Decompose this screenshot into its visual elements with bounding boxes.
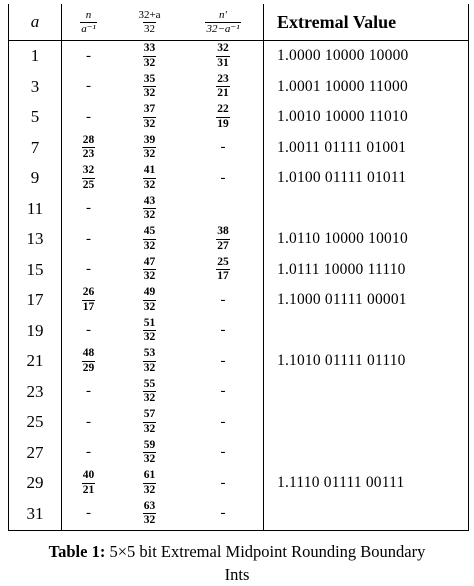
cell-extremal-value: [263, 377, 468, 408]
header-extremal-value: Extremal Value: [277, 11, 397, 32]
cell-extremal-value: 1.0011 01111 01001: [277, 138, 407, 156]
fraction-denominator: 31: [217, 56, 229, 69]
cell-n-prime: -: [220, 444, 226, 461]
cell-a: 21: [26, 351, 44, 371]
header-c3-den: 32−a⁻¹: [206, 22, 240, 35]
table-row: [9, 255, 468, 286]
fraction-denominator: 32: [143, 270, 156, 283]
fraction-numerator: 55: [143, 377, 156, 390]
cell-32-plus-a: [116, 499, 183, 530]
cell-n-over-a-inv: [61, 285, 116, 316]
cell-n-prime: [183, 194, 263, 225]
table-row: [9, 407, 468, 438]
fraction-denominator: 32: [143, 422, 156, 435]
header-c1-num: n: [85, 8, 92, 21]
fraction-numerator: 53: [143, 347, 156, 360]
header-n-over-a-inv: [61, 4, 116, 40]
cell-n-over-a-inv: [61, 163, 116, 194]
cell-n-over-a-inv: -: [86, 383, 91, 400]
cell-n-prime: -: [220, 413, 226, 430]
fraction-denominator: 19: [217, 117, 229, 130]
cell-a: 29: [26, 473, 44, 493]
cell-32-plus-a: [116, 224, 183, 255]
table-caption: [0, 540, 474, 586]
cell-extremal-value: [263, 438, 468, 469]
cell-extremal-value: [263, 316, 468, 347]
cell-n-prime: -: [220, 322, 226, 339]
cell-n-over-a-inv: -: [86, 261, 91, 278]
cell-n-over-a-inv: -: [86, 108, 91, 125]
header-32-plus-a: [116, 4, 183, 40]
fraction-denominator: 32: [143, 178, 156, 191]
table-row: [9, 41, 468, 72]
fraction-numerator: 49: [143, 286, 156, 299]
cell-extremal-value: 1.0001 10000 11000: [277, 77, 408, 95]
fraction-denominator: 32: [143, 331, 156, 344]
cell-extremal-value: 1.0000 10000 10000: [277, 47, 409, 65]
cell-32-plus-a: [116, 133, 183, 164]
cell-extremal-value: 1.1000 01111 00001: [277, 291, 407, 309]
table-row: [9, 468, 468, 499]
cell-extremal-value: 1.1110 01111 00111: [277, 474, 405, 492]
fraction-denominator: 32: [143, 361, 156, 374]
fraction-denominator: 25: [82, 178, 95, 191]
cell-a: 9: [30, 168, 40, 188]
cell-32-plus-a: [116, 72, 183, 103]
cell-extremal-value: 1.1010 01111 01110: [277, 352, 406, 370]
cell-extremal-value: [263, 407, 468, 438]
cell-n-over-a-inv: -: [86, 230, 91, 247]
table-row: [9, 133, 468, 164]
cell-a: 7: [30, 137, 40, 157]
cell-n-prime: -: [220, 352, 226, 369]
cell-a: 3: [30, 76, 40, 96]
cell-n-prime: -: [220, 383, 226, 400]
cell-n-prime: -: [220, 505, 226, 522]
cell-extremal-value: 1.0110 10000 10010: [277, 230, 408, 248]
cell-a: 31: [26, 503, 44, 523]
cell-n-over-a-inv: -: [86, 505, 91, 522]
cell-32-plus-a: [116, 407, 183, 438]
cell-32-plus-a: [116, 255, 183, 286]
cell-32-plus-a: [116, 377, 183, 408]
fraction-denominator: 32: [143, 392, 156, 405]
header-n-prime: [183, 4, 263, 40]
table-row: [9, 72, 468, 103]
caption-text-line1: 5×5 bit Extremal Midpoint Rounding Boundary: [105, 542, 426, 561]
table-row: [9, 194, 468, 225]
cell-n-prime: -: [220, 169, 226, 186]
cell-n-over-a-inv: [61, 346, 116, 377]
fraction-numerator: 25: [217, 255, 229, 268]
fraction-denominator: 32: [143, 453, 156, 466]
fraction-numerator: 26: [82, 286, 95, 299]
cell-a: 19: [26, 320, 44, 340]
fraction-numerator: 35: [143, 72, 156, 85]
cell-a: 17: [26, 290, 44, 310]
fraction-numerator: 28: [82, 133, 95, 146]
cell-32-plus-a: [116, 285, 183, 316]
header-c3-num: n′: [219, 8, 227, 21]
table-row: [9, 163, 468, 194]
fraction-denominator: 32: [143, 483, 156, 496]
fraction-denominator: 21: [82, 483, 95, 496]
cell-n-prime: [183, 255, 263, 286]
cell-n-over-a-inv: -: [86, 47, 91, 64]
cell-a: 23: [26, 381, 44, 401]
cell-a: 13: [26, 229, 44, 249]
table-row: [9, 316, 468, 347]
cell-extremal-value: [263, 499, 468, 530]
fraction-denominator: 32: [143, 117, 156, 130]
fraction-numerator: 61: [143, 469, 156, 482]
fraction-denominator: 17: [217, 270, 229, 283]
extremal-value-table: [8, 4, 469, 531]
caption-label: Table 1:: [48, 542, 106, 561]
fraction-numerator: 51: [143, 316, 156, 329]
cell-n-prime: [183, 102, 263, 133]
cell-n-over-a-inv: [61, 468, 116, 499]
table-row: [9, 224, 468, 255]
cell-32-plus-a: [116, 316, 183, 347]
fraction-denominator: 17: [82, 300, 95, 313]
cell-n-prime: [183, 224, 263, 255]
fraction-numerator: 47: [143, 255, 156, 268]
cell-a: 27: [26, 442, 44, 462]
header-a: a: [30, 12, 40, 31]
header-c2-num: 32+a: [138, 8, 161, 21]
cell-n-prime: [183, 72, 263, 103]
cell-a: 25: [26, 412, 44, 432]
fraction-numerator: 23: [217, 72, 229, 85]
cell-n-over-a-inv: -: [86, 444, 91, 461]
fraction-numerator: 57: [143, 408, 156, 421]
cell-n-prime: [183, 41, 263, 72]
cell-extremal-value: 1.0100 01111 01011: [277, 169, 407, 187]
cell-32-plus-a: [116, 468, 183, 499]
fraction-denominator: 27: [217, 239, 229, 252]
fraction-denominator: 32: [143, 209, 156, 222]
table-row: [9, 346, 468, 377]
fraction-numerator: 37: [143, 103, 156, 116]
table-row: [9, 377, 468, 408]
header-c2-den: 32: [144, 22, 155, 35]
cell-a: 5: [30, 107, 40, 127]
fraction-numerator: 43: [143, 194, 156, 207]
fraction-numerator: 41: [143, 164, 156, 177]
fraction-numerator: 59: [143, 438, 156, 451]
fraction-numerator: 22: [217, 103, 229, 116]
fraction-numerator: 48: [82, 347, 95, 360]
fraction-numerator: 39: [143, 133, 156, 146]
fraction-denominator: 32: [143, 148, 156, 161]
cell-32-plus-a: [116, 346, 183, 377]
table-row: [9, 438, 468, 469]
cell-n-over-a-inv: [61, 133, 116, 164]
cell-a: 11: [26, 198, 44, 218]
cell-n-over-a-inv: -: [86, 413, 91, 430]
fraction-denominator: 32: [143, 56, 156, 69]
table-row: [9, 102, 468, 133]
fraction-numerator: 40: [82, 469, 95, 482]
table-row: [9, 285, 468, 316]
fraction-numerator: 33: [143, 42, 156, 55]
table-row: [9, 499, 468, 530]
cell-32-plus-a: [116, 41, 183, 72]
cell-n-prime: -: [220, 139, 226, 156]
fraction-numerator: 63: [143, 499, 156, 512]
cell-32-plus-a: [116, 102, 183, 133]
cell-n-prime: -: [220, 474, 226, 491]
caption-text-line2: Ints: [224, 565, 250, 584]
header-c1-den: a⁻¹: [81, 22, 96, 35]
fraction-denominator: 29: [82, 361, 95, 374]
fraction-denominator: 32: [143, 514, 156, 527]
cell-extremal-value: 1.0111 10000 11110: [277, 260, 406, 278]
fraction-numerator: 32: [82, 164, 95, 177]
cell-32-plus-a: [116, 163, 183, 194]
cell-extremal-value: 1.0010 10000 11010: [277, 108, 408, 126]
fraction-numerator: 32: [217, 42, 229, 55]
fraction-numerator: 45: [143, 225, 156, 238]
cell-n-over-a-inv: -: [86, 322, 91, 339]
cell-32-plus-a: [116, 194, 183, 225]
fraction-denominator: 21: [217, 87, 229, 100]
cell-n-prime: -: [220, 291, 226, 308]
cell-a: 15: [26, 259, 44, 279]
cell-32-plus-a: [116, 438, 183, 469]
cell-n-over-a-inv: -: [86, 200, 91, 217]
cell-n-over-a-inv: -: [86, 78, 91, 95]
fraction-denominator: 32: [143, 239, 156, 252]
fraction-denominator: 32: [143, 87, 156, 100]
fraction-denominator: 32: [143, 300, 156, 313]
cell-a: 1: [30, 46, 40, 66]
fraction-numerator: 38: [217, 225, 229, 238]
cell-extremal-value: [263, 194, 468, 225]
fraction-denominator: 23: [82, 148, 95, 161]
